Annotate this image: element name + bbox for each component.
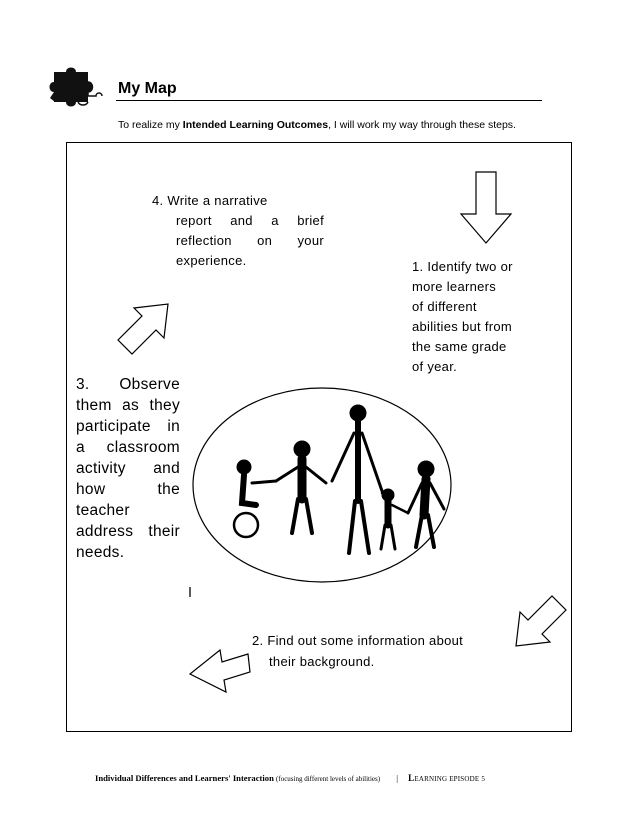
footer-subtitle: (focusing different levels of abilities): [276, 775, 381, 783]
footer-title: Individual Differences and Learners' Interaction: [95, 773, 274, 783]
step-3-text: 3. Observe them as they participate in a classroom activity and how the teacher address their needs.: [76, 376, 180, 561]
step-2-line1: 2. Find out some information about: [252, 633, 464, 648]
page-subtitle: To realize my Intended Learning Outcomes, I will work my way through these steps.: [118, 119, 516, 131]
step-4-line1: 4. Write a narrative: [152, 193, 268, 208]
footer-separator: |: [396, 773, 398, 783]
footer-episode: LEARNING EPISODE 5: [408, 773, 486, 783]
step-1-text: 1. Identify two or more learners of different abilities but from the same grade of year.: [412, 259, 513, 374]
arrow-up-right-icon: [112, 300, 176, 360]
arrow-left-icon: [186, 640, 252, 696]
puzzle-icon: [48, 64, 104, 108]
title-underline: [116, 100, 542, 101]
stray-mark: [188, 585, 192, 597]
step-2-text: [252, 630, 463, 672]
step-4-text: [152, 191, 324, 271]
step-2-line2: their background.: [269, 654, 375, 669]
arrow-down-left-icon: [508, 590, 572, 650]
page-title: My Map: [118, 80, 177, 97]
children-holding-hands-illustration: [190, 385, 455, 585]
arrow-down-icon: [458, 170, 514, 246]
page-footer: [95, 773, 485, 783]
step-4-rest: report and a brief reflection on your experience.: [176, 213, 324, 268]
